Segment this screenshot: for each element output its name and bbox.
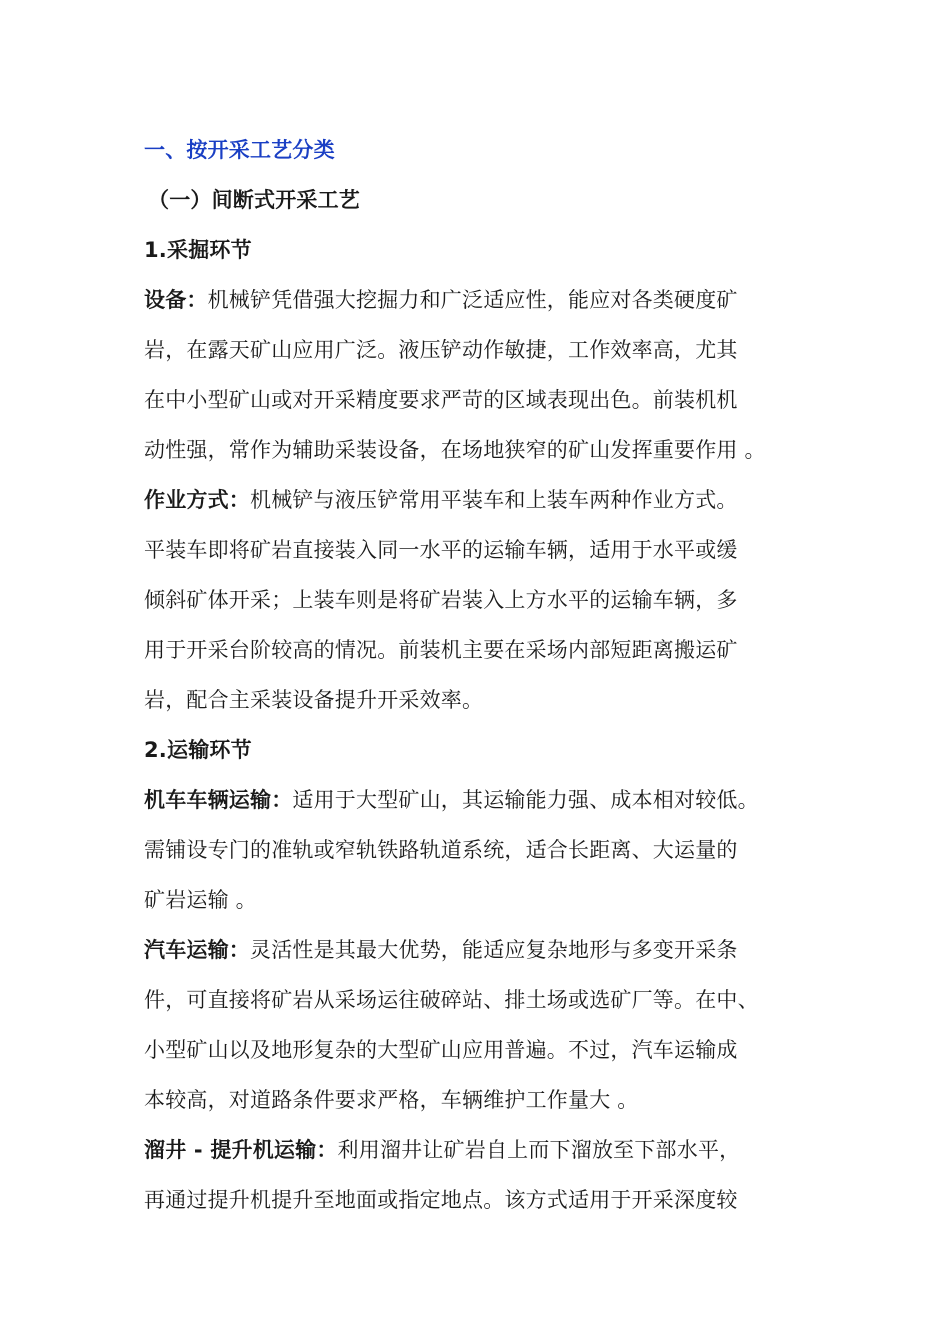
equipment-label: 设备：: [144, 288, 208, 312]
truck-transport-label: 汽车运输：: [144, 938, 250, 962]
paragraph-line: 矿岩运输 。: [144, 888, 257, 912]
paragraph-line: 再通过提升机提升至地面或指定地点。该方式适用于开采深度较: [144, 1188, 738, 1212]
paragraph-line: 汽车运输：灵活性是其最大优势，能适应复杂地形与多变开采条: [144, 938, 738, 962]
paragraph-line: 溜井 - 提升机运输：利用溜井让矿岩自上而下溜放至下部水平，: [144, 1138, 741, 1162]
paragraph-line: 需铺设专门的准轨或窄轨铁路轨道系统，适合长距离、大运量的: [144, 838, 738, 862]
paragraph-line: 在中小型矿山或对开采精度要求严苛的区域表现出色。前装机机: [144, 388, 738, 412]
paragraph-line: 小型矿山以及地形复杂的大型矿山应用普遍。不过，汽车运输成: [144, 1038, 738, 1062]
paragraph-rail-transport: [144, 775, 824, 925]
paragraph-line: 作业方式：机械铲与液压铲常用平装车和上装车两种作业方式。: [144, 488, 738, 512]
section-excavation-title: 1.采掘环节: [144, 238, 252, 262]
document-body: [144, 125, 824, 1225]
paragraph-line: 动性强，常作为辅助采装设备，在场地狭窄的矿山发挥重要作用 。: [144, 438, 766, 462]
heading-intermittent-mining: （一）间断式开采工艺: [148, 188, 360, 212]
paragraph-operation-method: [144, 475, 824, 725]
rail-transport-label: 机车车辆运输：: [144, 788, 293, 812]
paragraph-line: 机车车辆运输：适用于大型矿山，其运输能力强、成本相对较低。: [144, 788, 759, 812]
section-transport-title: 2.运输环节: [144, 738, 252, 762]
paragraph-line: 岩，在露天矿山应用广泛。液压铲动作敏捷，工作效率高，尤其: [144, 338, 738, 362]
paragraph-line: 件，可直接将矿岩从采场运往破碎站、排土场或选矿厂等。在中、: [144, 988, 759, 1012]
paragraph-shaft-hoist-transport: [144, 1125, 824, 1225]
operation-method-label: 作业方式：: [144, 488, 250, 512]
paragraph-line: 用于开采台阶较高的情况。前装机主要在采场内部短距离搬运矿: [144, 638, 738, 662]
heading-mining-process-classification: 一、按开采工艺分类: [144, 138, 335, 162]
paragraph-line: 倾斜矿体开采；上装车则是将矿岩装入上方水平的运输车辆，多: [144, 588, 738, 612]
paragraph-line: 岩，配合主采装设备提升开采效率。: [144, 688, 484, 712]
paragraph-line: 设备：机械铲凭借强大挖掘力和广泛适应性，能应对各类硬度矿: [144, 288, 738, 312]
paragraph-truck-transport: [144, 925, 824, 1125]
shaft-hoist-label: 溜井 - 提升机运输：: [144, 1138, 338, 1162]
paragraph-line: 本较高，对道路条件要求严格，车辆维护工作量大 。: [144, 1088, 639, 1112]
paragraph-equipment: [144, 275, 824, 475]
paragraph-line: 平装车即将矿岩直接装入同一水平的运输车辆，适用于水平或缓: [144, 538, 738, 562]
